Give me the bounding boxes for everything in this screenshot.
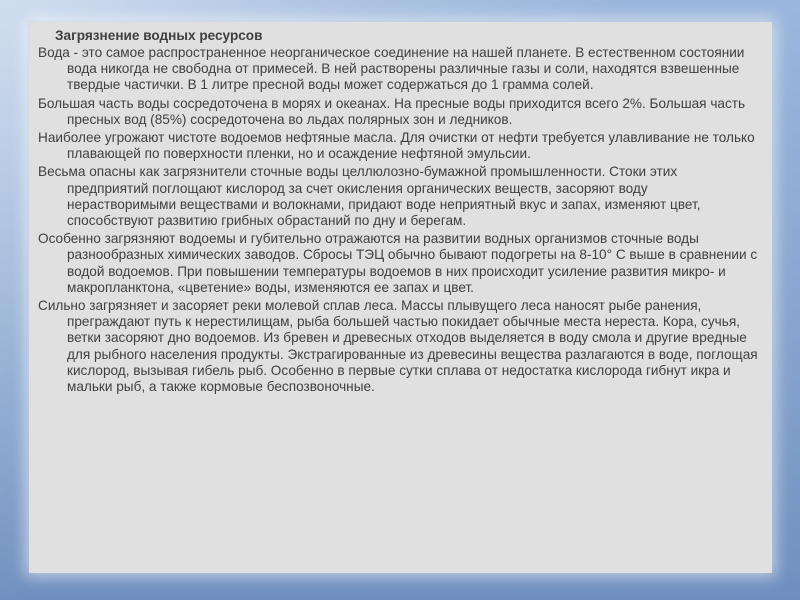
paragraph: Большая часть воды сосредоточена в морях и океанах. На пресные воды приходится всего 2%. Большая часть пресных вод (85%) сосредоточена во льдах полярных зон и ледников.: [38, 95, 746, 127]
paragraph: Сильно загрязняет и засоряет реки молевой сплав леса. Массы плывущего леса наносят рыбе ранения, преграждают путь к нерестилищам, рыба большей частью покидает обычные места нереста. Кора, сучья, ветки засоряют дно водоемов. Из бревен и древесных отходов выделяется в воду смола и другие вредные для рыбного населения продукты. Экстрагированные из древесины вещества разлагаются в воде, поглощая кислород, вызывая гибель рыб. Особенно в первые сутки сплава от недостатка кислорода гибнут икра и мальки рыб, а также кормовые беспозвоночные.: [38, 298, 758, 395]
paragraph: Весьма опасны как загрязнители сточные воды целлюлозно-бумажной промышленности. Стоки этих предприятий поглощают кислород за счет окисления органических веществ, засоряют воду нерастворимыми веществами и волокнами, придают воде неприятный вкус и запах, изменяют цвет, способствуют развитию грибных обрастаний по дну и берегам.: [38, 164, 701, 229]
paragraph: Вода - это самое распространенное неорганическое соединение на нашей планете. В естественном состоянии вода никогда не свободна от примесей. В ней растворены различные газы и соли, находятся взвешенные твердые частички. В 1 литре пресной воды может содержаться до 1 грамма солей.: [38, 45, 745, 93]
paragraph: Особенно загрязняют водоемы и губительно отражаются на развитии водных организмов сточные воды разнообразных химических заводов. Сбросы ТЭЦ обычно бывают подогреты на 8-10° С выше в сравнении с водой водоемов. При повышении температуры водоемов в них происходит усиление развития микро- и макропланктона, «цветение» воды, изменяются ее запах и цвет.: [38, 231, 758, 295]
slide-title: Загрязнение водных ресурсов: [55, 28, 263, 43]
paragraph: Наиболее угрожают чистоте водоемов нефтяные масла. Для очистки от нефти требуется улавливание не только плавающей по поверхности пленки, но и осаждение нефтяной эмульсии.: [38, 130, 755, 162]
slide-content: [38, 27, 760, 397]
